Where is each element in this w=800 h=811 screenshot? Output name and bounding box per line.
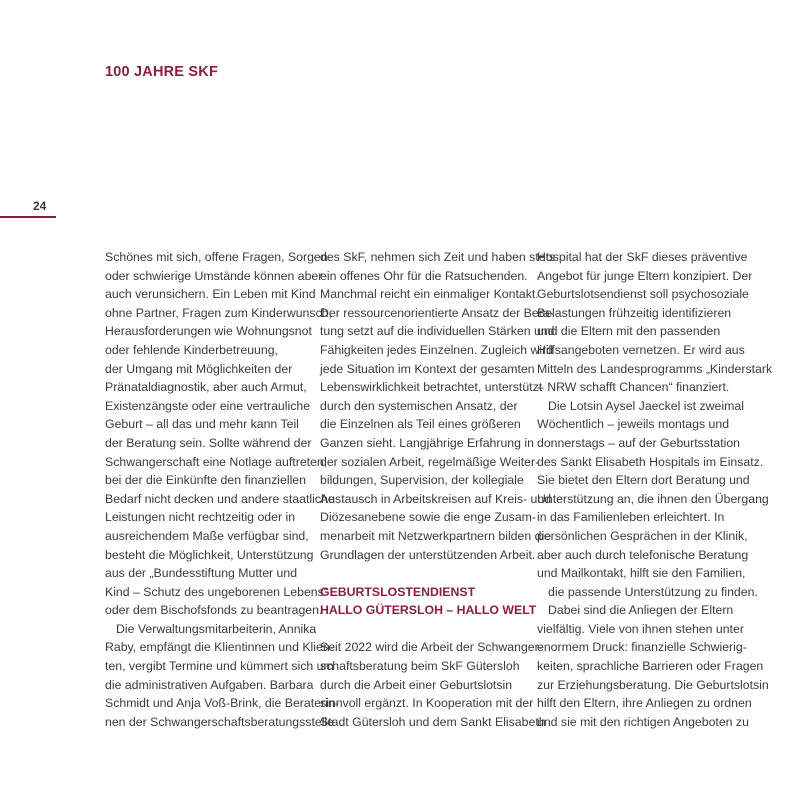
text-line: Seit 2022 wird die Arbeit der Schwanger- <box>320 640 543 655</box>
text-line: Raby, empfängt die Klientinnen und Klien- <box>105 640 334 655</box>
text-line: aber auch durch telefonische Beratung <box>537 547 749 562</box>
text-line: der Umgang mit Möglichkeiten der <box>105 361 293 376</box>
running-header: 100 JAHRE SKF <box>105 64 218 80</box>
text-line: Dabei sind die Anliegen der Eltern <box>548 603 734 618</box>
text-line: Kind – Schutz des ungeborenen Lebens“ <box>105 584 328 599</box>
subheading: GEBURTSLOSTENDIENST <box>320 584 476 599</box>
text-line: bildungen, Supervision, der kollegiale <box>320 473 524 488</box>
text-line: ten, vergibt Termine und kümmert sich um <box>105 659 334 674</box>
text-line: besteht die Möglichkeit, Unterstützung <box>105 547 314 562</box>
text-line: auch verunsichern. Ein Leben mit Kind <box>105 287 316 302</box>
text-line: Die Lotsin Aysel Jaeckel ist zweimal <box>548 398 744 413</box>
text-line: Ganzen sieht. Langjährige Erfahrung in <box>320 435 534 450</box>
text-line: vielfältig. Viele von ihnen stehen unter <box>537 621 744 636</box>
text-line: Austausch in Arbeitskreisen auf Kreis- und <box>320 491 552 506</box>
text-line: ausreichendem Maße verfügbar sind, <box>105 528 309 543</box>
text-line: der sozialen Arbeit, regelmäßige Weiter- <box>320 454 540 469</box>
text-line: donnerstags – auf der Geburtsstation <box>537 435 741 450</box>
text-line: Sie bietet den Eltern dort Beratung und <box>537 473 750 488</box>
text-line: die administrativen Aufgaben. Barbara <box>105 677 314 692</box>
text-line: Die Verwaltungsmitarbeiterin, Annika <box>116 621 317 636</box>
page-number-rule <box>0 216 56 218</box>
text-line: Fähigkeiten jedes Einzelnen. Zugleich wird <box>320 342 554 357</box>
text-line: Belastungen frühzeitig identifizieren <box>537 305 732 320</box>
text-line: Schönes mit sich, offene Fragen, Sorgen <box>105 250 328 264</box>
text-line: ohne Partner, Fragen zum Kinderwunsch, <box>105 305 332 320</box>
text-line: durch den systemischen Ansatz, der <box>320 398 518 413</box>
text-line: jede Situation im Kontext der gesamten <box>320 361 535 376</box>
text-line: Herausforderungen wie Wohnungsnot <box>105 324 312 339</box>
text-line: Unterstützung an, die ihnen den Übergang <box>537 491 769 506</box>
text-line: Hospital hat der SkF dieses präventive <box>537 250 748 264</box>
text-line: der Beratung sein. Sollte während der <box>105 435 312 450</box>
text-line: Geburtslotsendienst soll psychosoziale <box>537 287 749 302</box>
text-line: oder schwierige Umstände können aber <box>105 268 323 283</box>
text-line: des SkF, nehmen sich Zeit und haben stets <box>320 250 556 264</box>
text-line: – NRW schafft Chancen“ finanziert. <box>537 380 730 395</box>
text-line: Angebot für junge Eltern konzipiert. Der <box>537 268 753 283</box>
paragraph-spacer <box>320 564 526 583</box>
text-line: oder dem Bischofsfonds zu beantragen. <box>105 603 323 618</box>
text-line: Der ressourcenorientierte Ansatz der Bera- <box>320 305 554 320</box>
text-line: Lebenswirklichkeit betrachtet, unterstützt <box>320 380 543 395</box>
text-line: menarbeit mit Netzwerkpartnern bilden die <box>320 528 552 543</box>
text-line: Pränataldiagnostik, aber auch Armut, <box>105 380 307 395</box>
text-line: Mitteln des Landesprogramms „Kinderstark <box>537 361 773 376</box>
text-line: zur Erziehungsberatung. Die Geburtslotsin <box>537 677 769 692</box>
text-line: des Sankt Elisabeth Hospitals im Einsatz. <box>537 454 764 469</box>
text-line: bei der die Einkünfte den finanziellen <box>105 473 306 488</box>
text-line: durch die Arbeit einer Geburtslotsin <box>320 677 513 692</box>
text-line: die Einzelnen als Teil eines größeren <box>320 417 521 432</box>
subheading: HALLO GÜTERSLOH – HALLO WELT <box>320 603 537 618</box>
text-line: Existenzängste oder eine vertrauliche <box>105 398 311 413</box>
text-line: Bedarf nicht decken und andere staatliche <box>105 491 335 506</box>
text-line: keiten, sprachliche Barrieren oder Fragen <box>537 659 764 674</box>
text-line: in das Familienleben erleichtert. In <box>537 510 725 525</box>
text-line: Wöchentlich – jeweils montags und <box>537 417 730 432</box>
text-line: Manchmal reicht ein einmaliger Kontakt. <box>320 287 539 302</box>
text-line: aus der „Bundesstiftung Mutter und <box>105 566 298 581</box>
text-line: Geburt – all das und mehr kann Teil <box>105 417 299 432</box>
text-line: Hilfsangeboten vernetzen. Er wird aus <box>537 342 745 357</box>
text-line: und sie mit den richtigen Angeboten zu <box>537 714 749 729</box>
paragraph-spacer <box>320 620 526 639</box>
text-column-2 <box>320 248 556 731</box>
text-line: persönlichen Gesprächen in der Klinik, <box>537 528 748 543</box>
text-line: schaftsberatung beim SkF Gütersloh <box>320 659 520 674</box>
text-line: und Mailkontakt, hilft sie den Familien, <box>537 566 746 581</box>
text-line: Leistungen nicht rechtzeitig oder in <box>105 510 296 525</box>
text-line: Grundlagen der unterstützenden Arbeit. <box>320 547 536 562</box>
text-line: oder fehlende Kinderbetreuung, <box>105 342 278 357</box>
text-line: Diözesanebene sowie die enge Zusam- <box>320 510 537 525</box>
page-number: 24 <box>33 199 47 213</box>
text-line: sinnvoll ergänzt. In Kooperation mit der <box>320 696 534 711</box>
text-line: und die Eltern mit den passenden <box>537 324 721 339</box>
text-line: enormem Druck: finanzielle Schwierig- <box>537 640 747 655</box>
text-column-1 <box>105 248 339 731</box>
text-line: nen der Schwangerschaftsberatungsstelle <box>105 714 334 729</box>
text-line: tung setzt auf die individuellen Stärken und <box>320 324 555 339</box>
text-line: Stadt Gütersloh und dem Sankt Elisabeth <box>320 714 546 729</box>
text-line: ein offenes Ohr für die Ratsuchenden. <box>320 268 528 283</box>
text-column-3 <box>537 248 773 731</box>
text-line: die passende Unterstützung zu finden. <box>548 584 758 599</box>
text-line: Schwangerschaft eine Notlage auftreten, <box>105 454 328 469</box>
text-line: Schmidt und Anja Voß-Brink, die Beraterin- <box>105 696 339 711</box>
text-line: hilft den Eltern, ihre Anliegen zu ordnen <box>537 696 752 711</box>
